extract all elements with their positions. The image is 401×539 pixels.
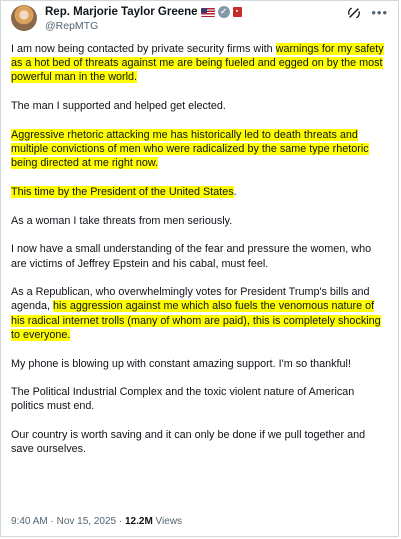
text-segment: I now have a small understanding of the fear and pressure the women, who are victims of Jeffrey Epstein and his cabal, must feel. (11, 243, 372, 270)
post-date[interactable]: Nov 15, 2025 (56, 516, 117, 527)
highlighted-text: warnings for my safety as a hot bed of threats against me are being fueled and egged on by the most powerful man in the world. (11, 43, 384, 84)
text-segment: . (233, 185, 237, 198)
us-flag-icon (201, 8, 215, 17)
views-label: Views (152, 516, 183, 527)
post-meta (11, 516, 182, 527)
text-segment: My phone is blowing up with constant amazing support. I'm so thankful! (11, 357, 351, 370)
post-paragraph (11, 128, 389, 171)
highlighted-text: his aggression against me which also fuels the venomous nature of his radical internet trolls (many of whom are paid), this is completely shocking to everyone. (11, 300, 381, 341)
avatar[interactable] (11, 5, 37, 31)
verified-icon[interactable]: ✓ (218, 6, 230, 18)
meta-separator: · (47, 516, 57, 527)
post-paragraph (11, 214, 389, 228)
text-segment: The Political Industrial Complex and the toxic violent nature of American politics must end. (11, 386, 355, 413)
post-paragraph (11, 428, 389, 456)
post-paragraph (11, 42, 389, 85)
meta-separator-2: · (116, 516, 125, 527)
post-paragraph (11, 385, 389, 413)
post-paragraph (11, 357, 389, 371)
author-name-row (45, 6, 242, 18)
post-paragraph (11, 185, 389, 199)
grok-icon[interactable] (347, 6, 361, 20)
post-paragraph (11, 285, 389, 342)
post-actions (347, 6, 388, 20)
highlighted-text: Aggressive rhetoric attacking me has historically led to death threats and multiple convictions of men who were radicalized by the same type rhetoric being directed at me right now. (11, 128, 369, 170)
text-segment: Our country is worth saving and it can only be done if we pull together and save ourselves. (11, 429, 366, 456)
author-handle[interactable]: @RepMTG (45, 20, 99, 32)
post-text (11, 42, 389, 471)
post-time[interactable]: 9:40 AM (11, 516, 48, 527)
text-segment: As a woman I take threats from men seriously. (11, 214, 233, 227)
text-segment: The man I supported and helped get elected. (11, 100, 226, 113)
government-badge-icon: ▪ (233, 7, 242, 17)
highlighted-text: This time by the President of the United States (11, 185, 234, 198)
post-header (11, 5, 390, 35)
post-paragraph (11, 242, 389, 270)
views-count[interactable]: 12.2M (124, 516, 153, 527)
author-name[interactable]: Rep. Marjorie Taylor Greene (45, 6, 198, 18)
post-paragraph (11, 99, 389, 113)
text-segment: I am now being contacted by private security firms with (11, 43, 276, 55)
more-icon[interactable]: ••• (371, 5, 388, 20)
text-segment: As a Republican, who overwhelmingly votes for President Trump's bills and agenda, (11, 286, 370, 313)
